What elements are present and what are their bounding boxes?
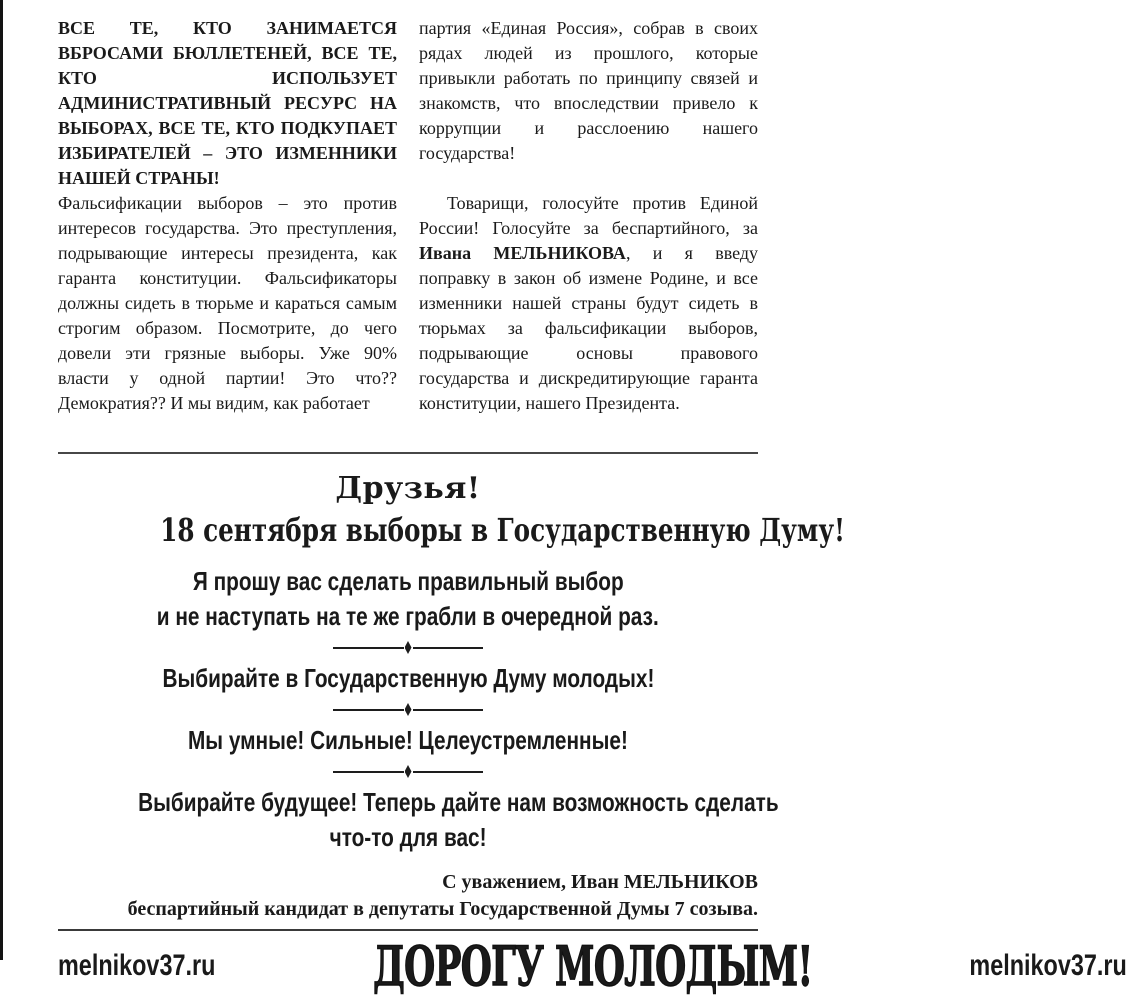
paragraph-spacer: [419, 166, 758, 191]
slogan-2: Выбирайте в Государственную Думу молодых!: [162, 663, 654, 693]
appeal-heading-line1: Друзья!: [335, 471, 481, 506]
divider-line-left: [333, 709, 404, 711]
website-url-right: melnikov37.ru: [969, 949, 1127, 982]
diamond-divider-icon: [333, 765, 483, 778]
paragraph-2-text-after: , и я введу поправку в закон об измене Родине, и все изменники нашей страны будут сидеть в тюрьмах за фальсификации выборов, подрывающие основы правового государства и дискредитирующие гаранта конституции, нашего Президента.: [419, 243, 759, 413]
signature-block: [58, 869, 758, 923]
left-column-paragraph: Фальсификации выборов – это против интересов государства. Это преступления, подрывающие интересы президента, как гаранта конституции. Фальсификаторы должны сидеть в тюрьме и караться самым строгим образом. Посмотрите, до чего довели эти грязные выборы. Уже 90% власти у одной партии! Это что?? Демократия?? И мы видим, как работает: [58, 193, 397, 413]
signature-line1: С уважением, Иван МЕЛЬНИКОВ: [442, 871, 758, 893]
scan-edge-strip: [0, 0, 3, 960]
divider-line-right: [413, 647, 484, 649]
website-url-left: melnikov37.ru: [58, 949, 216, 982]
diamond-divider-icon: [333, 641, 483, 654]
slogan-4: [58, 785, 779, 855]
diamond-icon: [405, 703, 412, 716]
article-columns: [58, 16, 758, 440]
slogan-4-line2: что-то для вас!: [329, 822, 487, 852]
column-right: [419, 16, 758, 440]
divider-line-left: [333, 647, 404, 649]
appeal-section: [58, 470, 845, 855]
diamond-divider-icon: [333, 703, 483, 716]
slogan-1: [58, 564, 758, 634]
slogan-3: Мы умные! Сильные! Целеустремленные!: [188, 725, 628, 755]
slogan-1-line1: Я прошу вас сделать правильный выбор: [192, 566, 624, 596]
divider-line-left: [333, 771, 404, 773]
divider-line-right: [413, 709, 484, 711]
divider-line-right: [413, 771, 484, 773]
section-divider-rule: [58, 452, 758, 454]
diamond-icon: [405, 765, 412, 778]
column-left: [58, 16, 397, 440]
slogan-4-line1: Выбирайте будущее! Теперь дайте нам возможность сделать: [138, 787, 779, 817]
right-column-paragraph-1: партия «Единая Россия», собрав в своих рядах людей из прошлого, которые привыкли работать по принципу связей и знакомств, что впоследствии привело к коррупции и расслоению нашего государства!: [419, 18, 758, 163]
slogan-1-line2: и не наступать на те же грабли в очередной раз.: [157, 601, 659, 631]
signature-line2: беспартийный кандидат в депутаты Государственной Думы 7 созыва.: [127, 898, 758, 920]
paragraph-2-text-before: Товарищи, голосуйте против Единой России! Голосуйте за беспартийного, за: [419, 193, 758, 238]
diamond-icon: [405, 641, 412, 654]
left-column-heading: ВСЕ ТЕ, КТО ЗАНИМАЕТСЯ ВБРОСАМИ БЮЛЛЕТЕНЕЙ, ВСЕ ТЕ, КТО ИСПОЛЬЗУЕТ АДМИНИСТРАТИВНЫЙ РЕСУРС НА ВЫБОРАХ, ВСЕ ТЕ, КТО ПОДКУПАЕТ ИЗБИРАТЕЛЕЙ – ЭТО ИЗМЕННИКИ НАШЕЙ СТРАНЫ!: [58, 18, 397, 188]
right-column-paragraph-2: [419, 191, 758, 416]
appeal-heading-line2: 18 сентября выборы в Государственную Думу!: [160, 511, 845, 549]
footer-main-slogan: ДОРОГУ МОЛОДЫМ!: [372, 934, 813, 998]
candidate-name-bold: Ивана МЕЛЬНИКОВА: [419, 243, 626, 263]
footer-banner: [58, 931, 1127, 1001]
